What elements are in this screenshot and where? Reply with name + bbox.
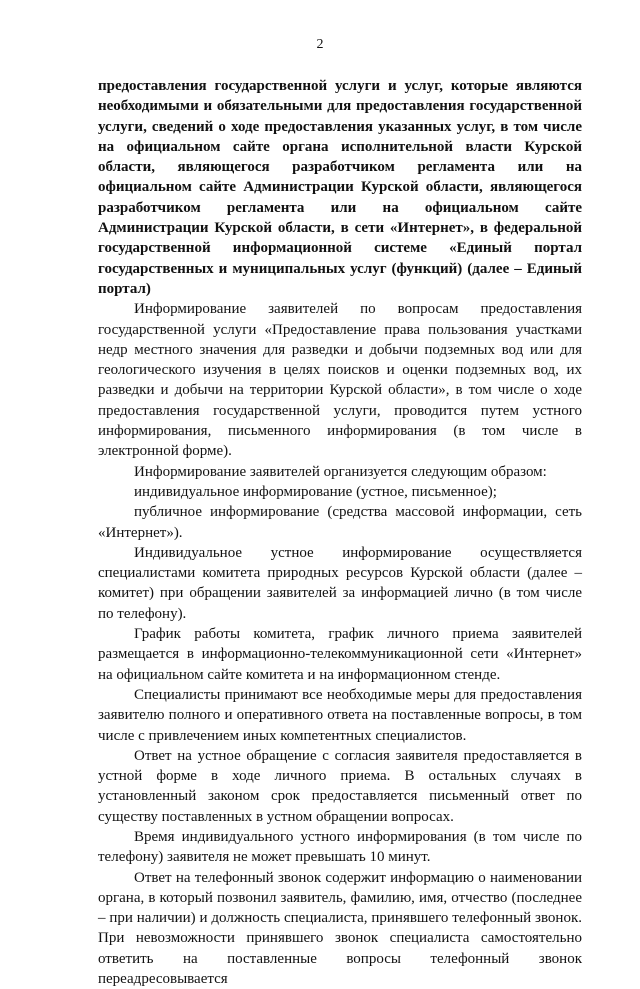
body-paragraph: График работы комитета, график личного приема заявителей размещается в информационно-телекоммуникационной сети «Интернет» на официальном сайте комитета и на информационном стенде. (98, 626, 582, 683)
page-number: 2 (316, 37, 324, 52)
body-paragraph: Информирование заявителей по вопросам предоставления государственной услуги «Предоставление права пользования участками недр местного значения для разведки и добычи подземных вод или для геологического изучения в целях поисков и оценки подземных вод, их разведки и добычи на территории Курской области», в том числе о ходе предоставления государственной услуги, проводится путем устного информирования, письменного информирования (в том числе в электронной форме). (98, 301, 582, 460)
bold-intro-paragraph: предоставления государственной услуги и услуг, которые являются необходимыми и обязательными для предоставления государственной услуги, сведений о ходе предоставления указанных услуг, в том числе на официальном сайте органа исполнительной власти Курской области, являющегося разработчиком регламента или на официальном сайте Администрации Курской области, являющегося разработчиком регламента или на официальном сайте Администрации Курской области, в сети «Интернет», в федеральной государственной информационной системе «Единый портал государственных и муниципальных услуг (функций) (далее – Единый портал) (98, 78, 582, 297)
document-body (98, 76, 582, 989)
body-paragraph: Информирование заявителей организуется следующим образом: (134, 463, 547, 480)
body-paragraph: Специалисты принимают все необходимые меры для предоставления заявителю полного и оперативного ответа на поставленные вопросы, в том числе с привлечением иных компетентных специалистов. (98, 686, 582, 744)
body-paragraph: индивидуальное информирование (устное, письменное); (134, 483, 497, 500)
body-paragraph: Время индивидуального устного информирования (в том числе по телефону) заявителя не может превышать 10 минут. (98, 828, 582, 866)
body-paragraph: Ответ на телефонный звонок содержит информацию о наименовании органа, в который позвонил заявитель, фамилию, имя, отчество (последнее – при наличии) и должность специалиста, принявшего телефонный звонок. При невозможности принявшего звонок специалиста самостоятельно ответить на поставленные вопросы телефонный звонок переадресовывается (98, 869, 582, 988)
body-paragraph: Ответ на устное обращение с согласия заявителя предоставляется в устной форме в ходе личного приема. В остальных случаях в установленный законом срок предоставляется письменный ответ по существу поставленных в устном обращении вопросах. (98, 747, 582, 825)
body-paragraph: публичное информирование (средства массовой информации, сеть «Интернет»). (98, 504, 582, 541)
body-paragraph: Индивидуальное устное информирование осуществляется специалистами комитета природных ресурсов Курской области (далее – комитет) при обращении заявителей за информацией лично (в том числе по телефону). (98, 544, 582, 622)
